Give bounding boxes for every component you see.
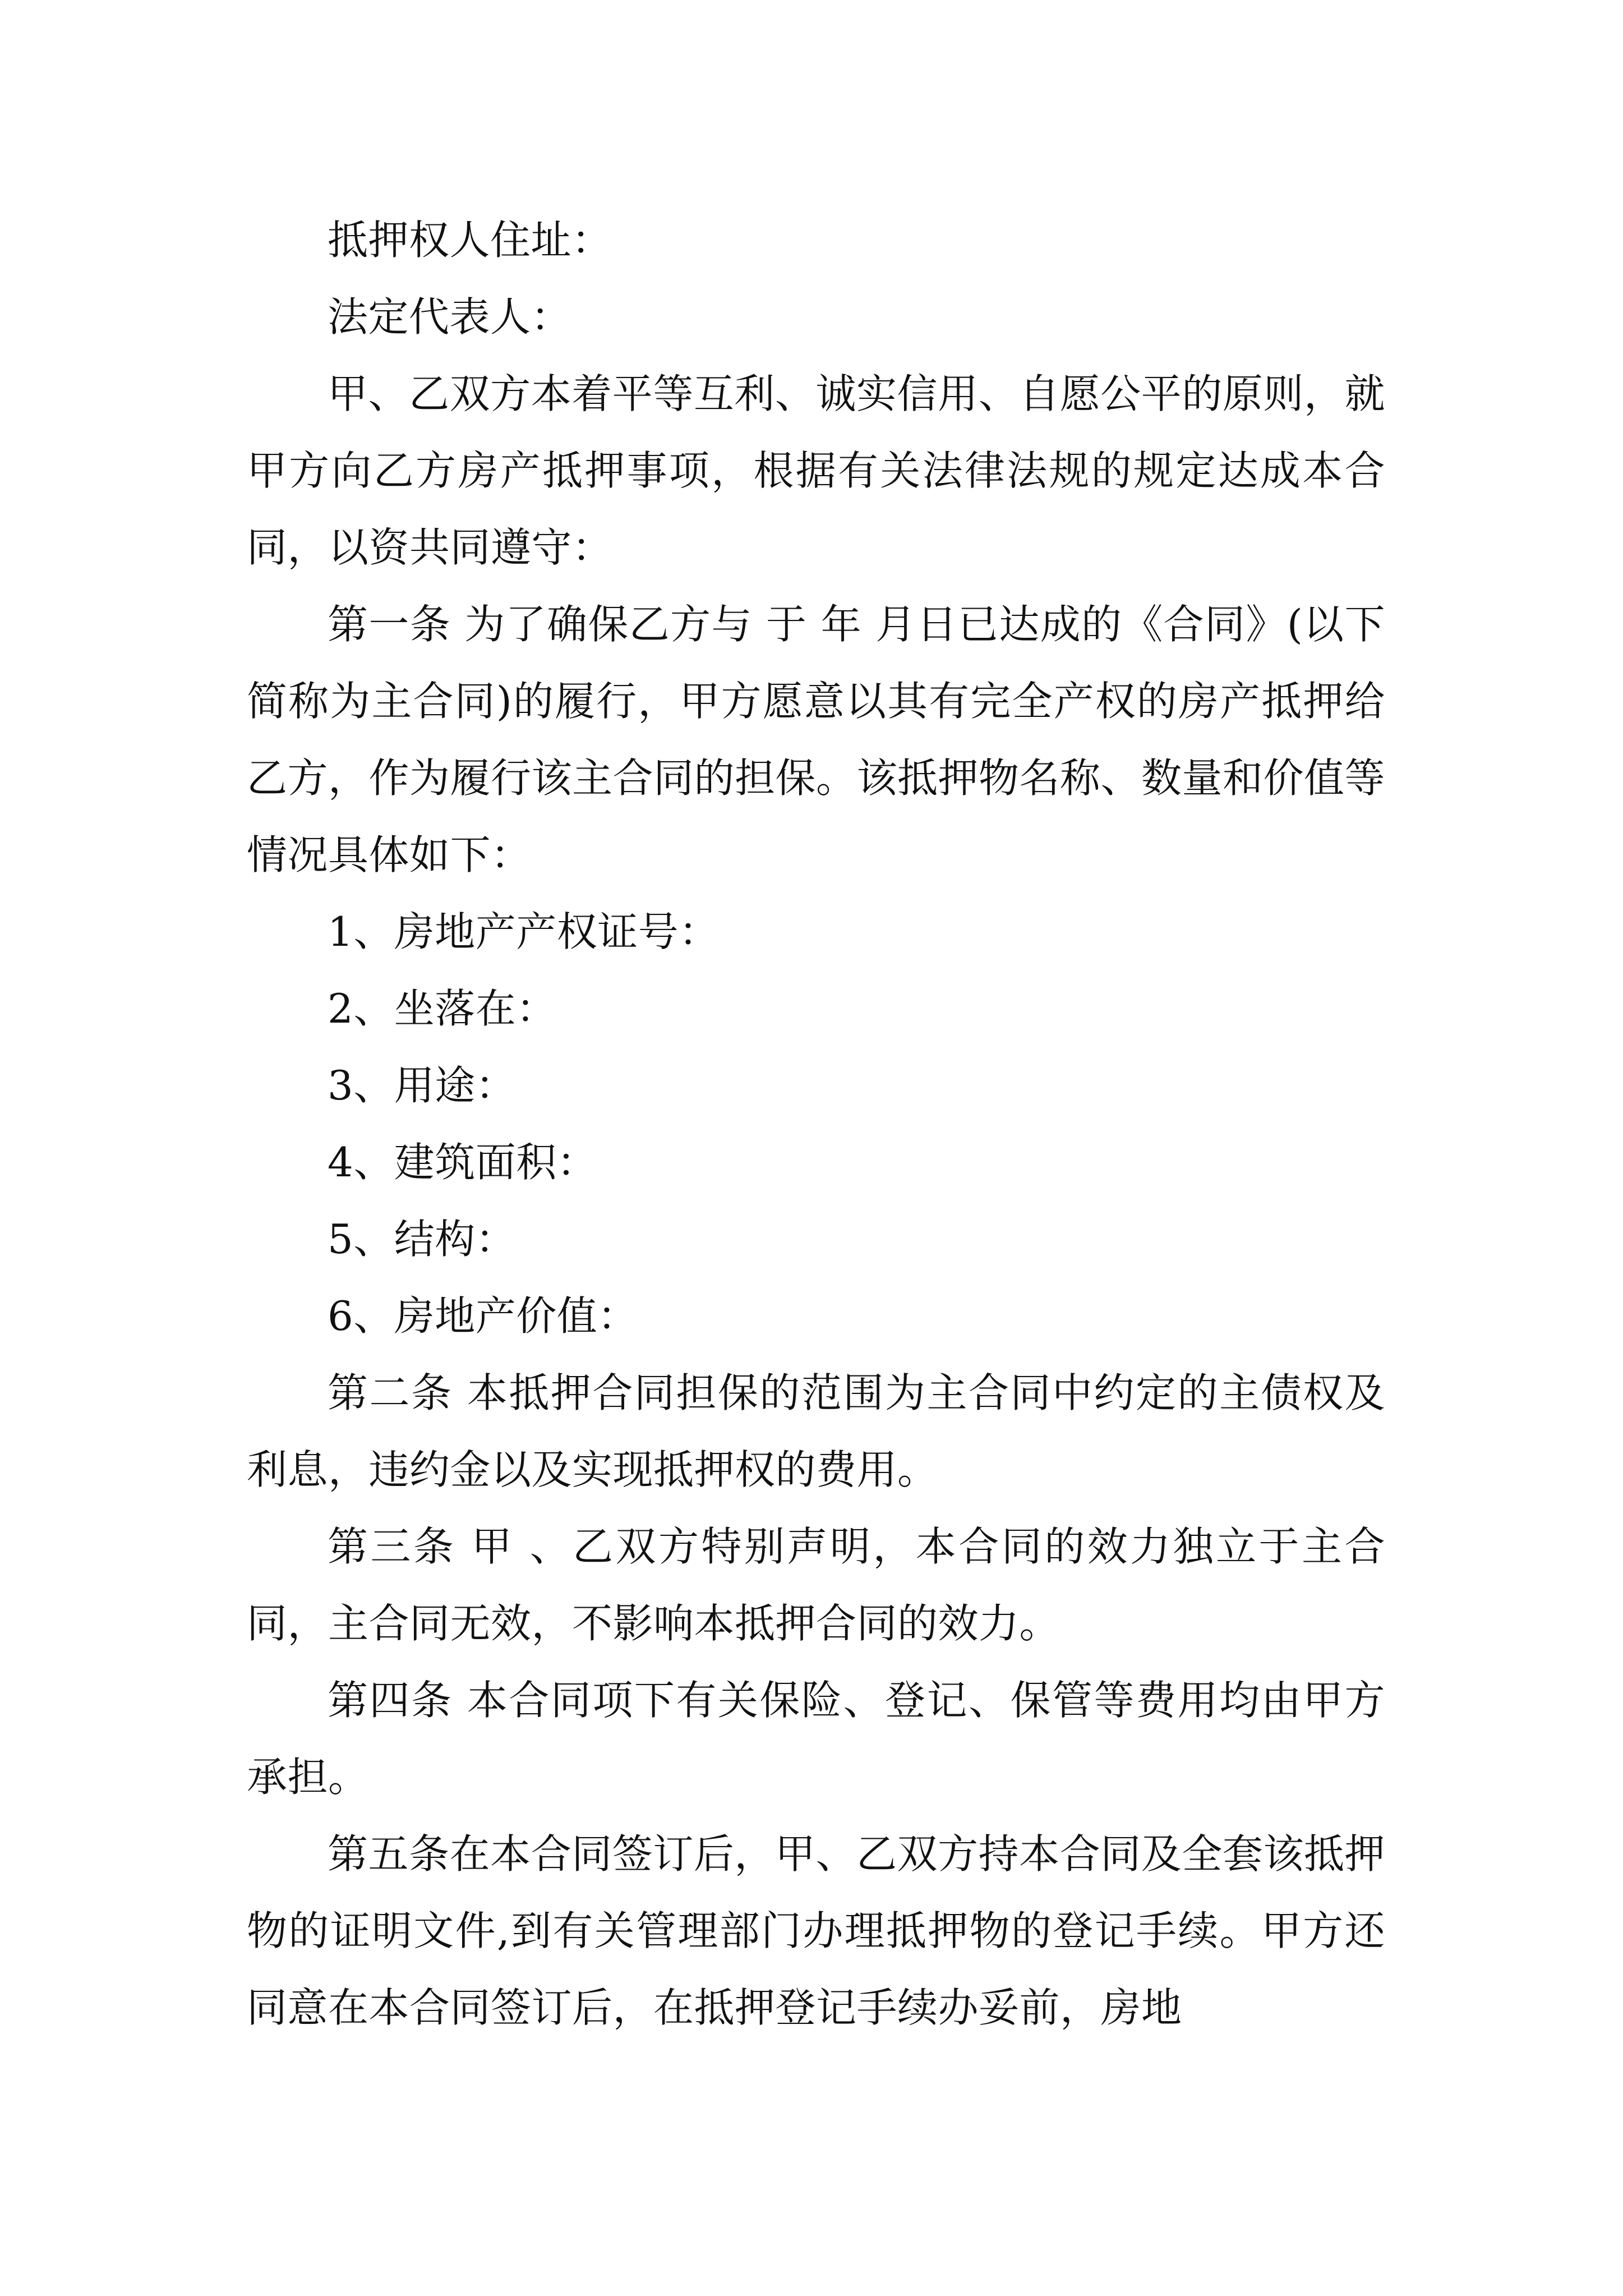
list-item-usage: 3、用途： [328,1062,517,1109]
paragraph-legal-representative: 法定代表人： [328,293,572,341]
list-item-structure: 5、结构： [328,1216,517,1263]
list-item-property-value: 6、房地产价值： [328,1292,638,1340]
paragraph-preamble: 甲、乙双方本着平等互利、诚实信用、自愿公平的原则，就甲方向乙方房产抵押事项，根据有关法律法规的规定达成本合同，以资共同遵守： [247,370,1385,571]
document-body [247,202,1385,2046]
paragraph-article-4: 第四条 本合同项下有关保险、登记、保管等费用均由甲方承担。 [247,1677,1385,1801]
paragraph-mortgagee-address: 抵押权人住址： [328,217,612,264]
paragraph-article-3: 第三条 甲 、乙双方特别声明，本合同的效力独立于主合同，主合同无效，不影响本抵押合同的效力。 [247,1523,1385,1647]
paragraph-article-2: 第二条 本抵押合同担保的范围为主合同中约定的主债权及利息，违约金以及实现抵押权的费用。 [247,1369,1385,1493]
paragraph-article-5: 第五条在本合同签订后，甲、乙双方持本合同及全套该抵押物的证明文件,到有关管理部门办理抵押物的登记手续。甲方还同意在本合同签订后，在抵押登记手续办妥前，房地 [247,1830,1385,2031]
list-item-location: 2、坐落在： [328,985,557,1032]
paragraph-article-1: 第一条 为了确保乙方与 于 年 月日已达成的《合同》(以下简称为主合同)的履行，甲方愿意以其有完全产权的房产抵押给乙方，作为履行该主合同的担保。该抵押物名称、数量和价值等情况具体如下： [247,601,1386,878]
list-item-floor-area: 4、建筑面积： [328,1139,598,1186]
list-item-property-certificate: 1、房地产产权证号： [328,908,720,955]
